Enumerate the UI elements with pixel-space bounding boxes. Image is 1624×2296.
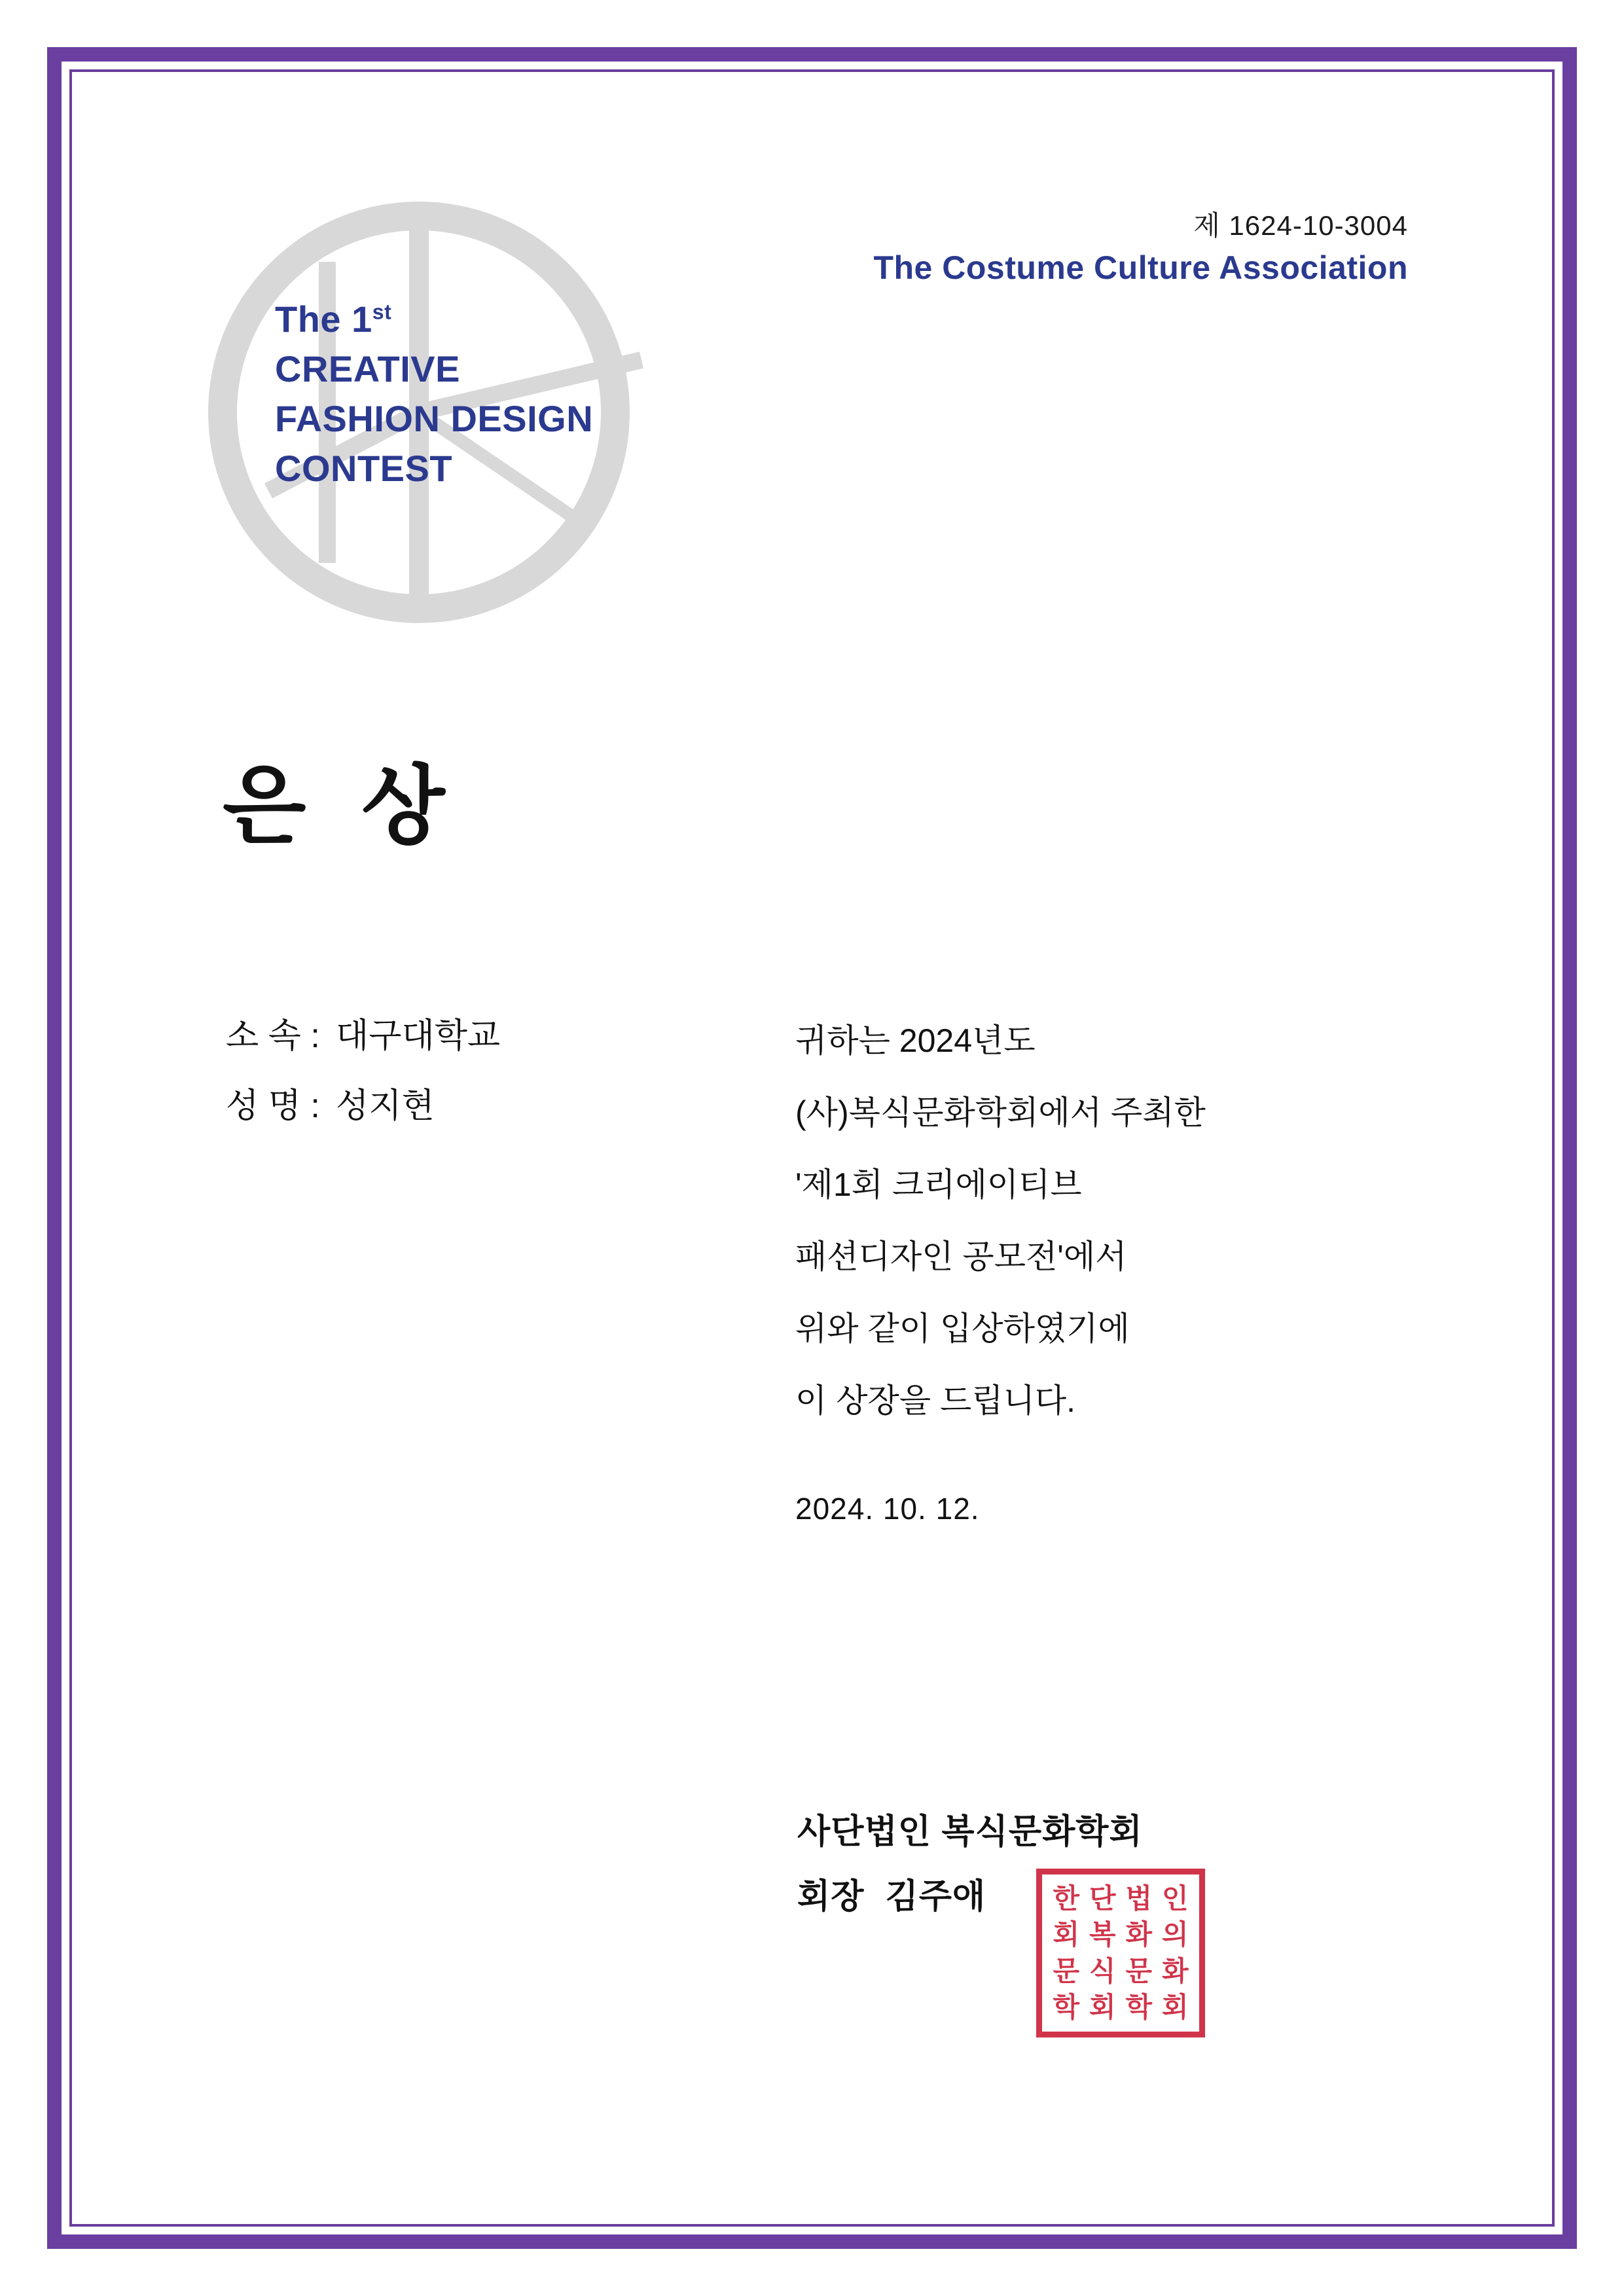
seal-char: 회: [1089, 1991, 1116, 2024]
seal-char: 법: [1125, 1882, 1153, 1914]
association-name-english: The Costume Culture Association: [873, 249, 1408, 286]
seal-grid: [1036, 1869, 1205, 2037]
seal-char: 복: [1089, 1918, 1116, 1951]
contest-title-line-3: FASHION DESIGN: [275, 398, 594, 440]
seal-char: 한: [1053, 1882, 1080, 1914]
official-seal-stamp: [1036, 1869, 1205, 2037]
seal-char: 문: [1125, 1954, 1153, 1987]
citation-line-2: (사)복식문화학회에서 주최한: [795, 1094, 1206, 1131]
citation-line-4: 패션디자인 공모전'에서: [795, 1238, 1127, 1275]
citation-line-1: 귀하는 2024년도: [795, 1022, 1036, 1059]
citation-line-3: '제1회 크리에이티브: [795, 1166, 1082, 1203]
award-title: 은 상: [223, 758, 461, 854]
contest-title-line-1-text: The 1: [275, 298, 372, 340]
recipient-name-value: 성지현: [336, 1086, 435, 1125]
seal-char: 회: [1161, 1991, 1189, 2024]
seal-char: 식: [1089, 1954, 1116, 1987]
recipient-affiliation-row: [226, 1001, 500, 1071]
signer-name: 김주애: [885, 1877, 986, 1916]
seal-char: 단: [1089, 1882, 1116, 1914]
seal-char: 인: [1161, 1882, 1189, 1914]
citation-body: [795, 1005, 1450, 1542]
seal-char: 회: [1053, 1918, 1080, 1951]
award-date: 2024. 10. 12.: [795, 1492, 980, 1526]
certificate-serial-number: 제 1624-10-3004: [1193, 210, 1408, 241]
seal-char: 학: [1053, 1991, 1080, 2024]
citation-line-5: 위와 같이 입상하였기에: [795, 1310, 1130, 1347]
seal-char: 화: [1125, 1918, 1153, 1951]
contest-title: [275, 295, 772, 494]
recipient-details: [226, 1001, 500, 1141]
signer-title: 회장: [797, 1877, 865, 1916]
issuing-organization: 사단법인 복식문화학회: [797, 1813, 1143, 1851]
seal-char: 의: [1161, 1918, 1189, 1951]
recipient-name-row: [226, 1071, 500, 1141]
seal-char: 문: [1053, 1954, 1080, 1987]
contest-title-ordinal-suffix: st: [372, 300, 392, 324]
recipient-affiliation-label: 소 속 :: [226, 1017, 320, 1055]
contest-title-line-4: CONTEST: [275, 448, 453, 490]
seal-char: 화: [1161, 1954, 1189, 1987]
contest-title-line-2: CREATIVE: [275, 348, 460, 390]
recipient-affiliation-value: 대구대학교: [336, 1017, 501, 1055]
seal-char: 학: [1125, 1991, 1153, 2024]
citation-line-6: 이 상장을 드립니다.: [795, 1382, 1076, 1419]
contest-title-line-1: [275, 295, 772, 344]
recipient-name-label: 성 명 :: [226, 1086, 320, 1125]
